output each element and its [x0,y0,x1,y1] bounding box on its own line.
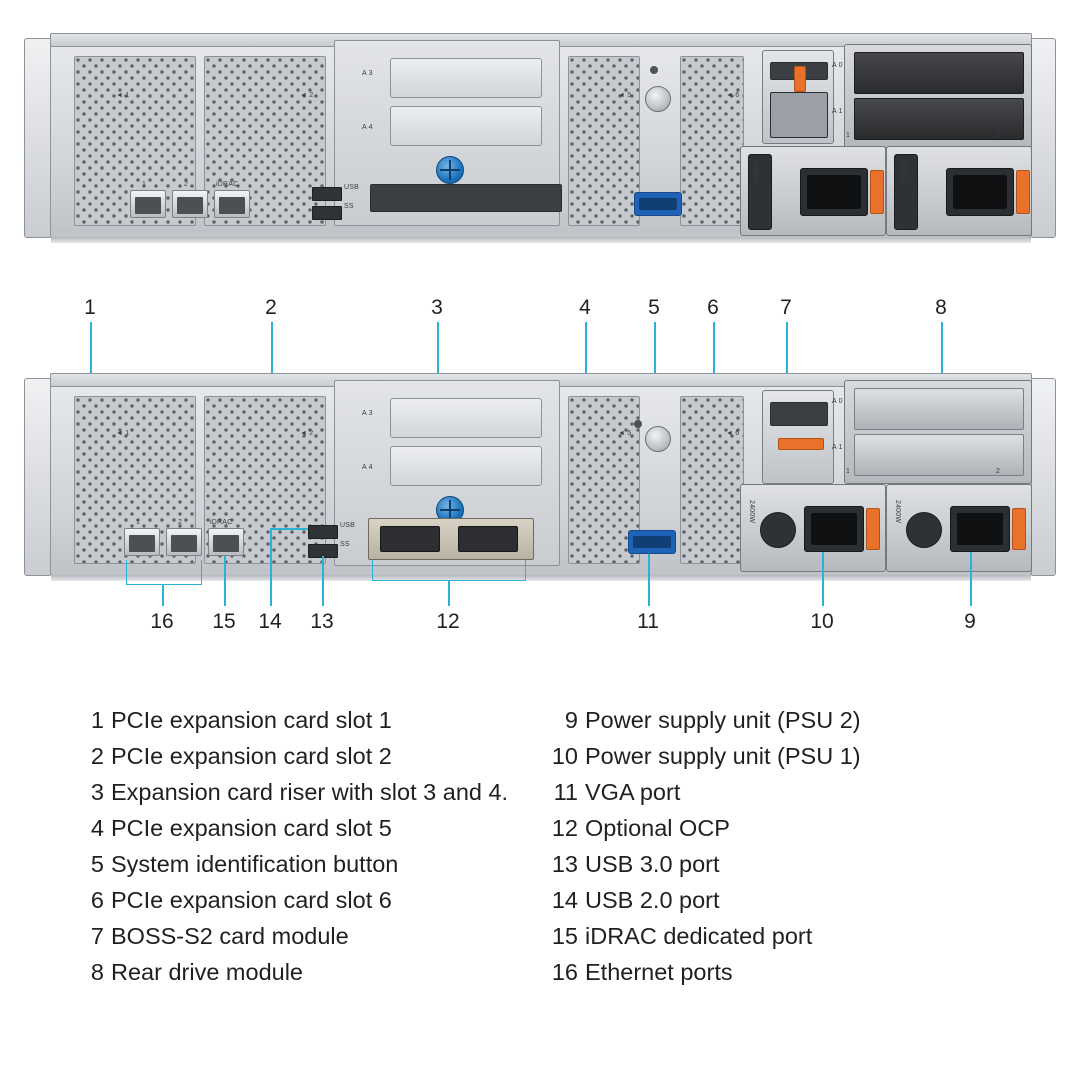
psu-2-latch-bottom [1012,508,1026,550]
psu-1-latch-top [870,170,884,214]
vga-port-bottom [628,530,676,554]
boss-vent-top [770,92,828,138]
ethernet-port-1-label-bottom: 1 [136,519,141,526]
callout-number-8: 8 [935,296,947,319]
usb-2-port-bottom [308,525,338,539]
riser-slot-4-plate-top [390,106,542,146]
riser-slot-a3-label-top: A 3 [362,70,373,77]
usb-2-port-top [312,187,342,201]
ethernet-port-2-bottom [166,528,202,556]
rear-drive-bay-a1-label-top: A 1 [832,108,843,115]
legend-item-label: Ethernet ports [585,959,733,985]
callout-number-7: 7 [780,296,792,319]
idrac-port-label-bottom: iDRAC [210,519,233,526]
psu-2-handle-bottom [906,512,942,548]
pcie-slot-2-marker-top: ◄ 2 [300,92,314,99]
legend-item [548,954,1018,990]
rear-drive-bay-a0-label-bottom: A 0 [832,398,843,405]
ethernet-port-1-label-top: 1 [142,181,147,188]
riser-slot-a3-label-bottom: A 3 [362,410,373,417]
psu-1-power-connector-bottom [804,506,864,552]
legend-item-number: 9 [564,707,578,733]
ethernet-port-2-label-bottom: 2 [178,519,183,526]
leader-line-9 [970,552,972,606]
legend [78,702,1018,990]
callout-number-16: 16 [150,610,174,633]
pcie-slot-1-marker-bottom: ◄ 1 [116,430,130,437]
idrac-port-bottom [208,528,244,556]
legend-item-number: 2 [90,743,104,769]
legend-item-label: Power supply unit (PSU 2) [585,707,861,733]
riser-thumbscrew-top [436,156,464,184]
legend-item [78,954,548,990]
pcie-slot-5-marker-top: ◄ 5 [618,92,632,99]
legend-item [78,882,548,918]
legend-item-label: Optional OCP [585,815,730,841]
legend-item-number: 14 [551,887,578,913]
psu-2-power-connector-bottom [950,506,1010,552]
legend-item-number: 4 [90,815,104,841]
bay-marker-2-bottom: 2 [996,468,1001,475]
legend-item-number: 15 [551,923,578,949]
legend-item-number: 16 [551,959,578,985]
riser-slot-3-plate-top [390,58,542,98]
legend-item [548,810,1018,846]
leader-line-16 [162,584,164,606]
legend-item [548,774,1018,810]
legend-item [78,738,548,774]
ocp-bay-top [370,184,562,212]
rack-ear-left-top [24,38,52,238]
ocp-bracket [372,560,526,581]
bay-marker-1-top: 1 [846,132,851,139]
rack-ear-left-bottom [24,378,52,576]
legend-column-right [548,702,1018,990]
legend-item-number: 12 [551,815,578,841]
legend-item-label: Expansion card riser with slot 3 and 4. [111,779,509,805]
status-led-top [650,66,658,74]
legend-item-number: 7 [90,923,104,949]
pcie-slot-6-marker-top: ◄ 6 [726,92,740,99]
legend-item-label: System identification button [111,851,399,877]
pcie-slot-2-marker-bottom: ◄ 2 [300,430,314,437]
leader-line-15 [224,556,226,606]
riser-slot-a4-label-top: A 4 [362,124,373,131]
pcie-slot-6-vent-top [680,56,744,226]
usb-2-label-top: USB [344,184,359,191]
rear-drive-bay-a1-label-bottom: A 1 [832,444,843,451]
callout-number-3: 3 [431,296,443,319]
psu-2-wattage-label-top: 2400W [898,160,905,184]
leader-line-10 [822,552,824,606]
usb-3-label-top: SS [344,203,354,210]
legend-item-number: 10 [551,743,578,769]
psu-1-handle-bottom [760,512,796,548]
legend-item-label: PCIe expansion card slot 5 [111,815,392,841]
callout-number-15: 15 [212,610,236,633]
ocp-port-2-bottom [458,526,518,552]
callout-number-2: 2 [265,296,277,319]
legend-item [78,918,548,954]
callout-number-10: 10 [810,610,834,633]
legend-item [548,918,1018,954]
riser-slot-3-plate-bottom [390,398,542,438]
legend-item-number: 6 [90,887,104,913]
bay-marker-1-bottom: 1 [846,468,851,475]
legend-item-number: 1 [90,707,104,733]
ocp-port-1-bottom [380,526,440,552]
legend-item-label: PCIe expansion card slot 6 [111,887,392,913]
pcie-slot-1-marker-top: ◄ 1 [116,92,130,99]
riser-slot-a4-label-bottom: A 4 [362,464,373,471]
legend-item-number: 8 [90,959,104,985]
legend-item-label: BOSS-S2 card module [111,923,349,949]
legend-item [78,702,548,738]
legend-item-number: 11 [553,779,578,805]
callout-number-4: 4 [579,296,591,319]
psu-1-latch-bottom [866,508,880,550]
pcie-slot-5-marker-bottom: ◄ 5 [618,430,632,437]
usb-3-label-bottom: SS [340,541,350,548]
legend-item-label: VGA port [585,779,681,805]
idrac-port-label-top: iDRAC [216,181,239,188]
riser-slot-4-plate-bottom [390,446,542,486]
legend-item [548,882,1018,918]
legend-column-left [78,702,548,990]
legend-item [548,846,1018,882]
psu-2-power-connector-top [946,168,1014,216]
callout-number-9: 9 [964,610,976,633]
rear-drive-bay-a0-label-top: A 0 [832,62,843,69]
pcie-slot-6-vent-bottom [680,396,744,564]
legend-item-label: PCIe expansion card slot 2 [111,743,392,769]
callout-number-12: 12 [436,610,460,633]
legend-item [548,738,1018,774]
psu-1-wattage-label-top: 2400W [752,160,759,184]
boss-release-latch-top [794,66,806,92]
rack-ear-right-bottom [1030,378,1056,576]
callout-number-1: 1 [84,296,96,319]
psu-2-latch-top [1016,170,1030,214]
legend-item [548,702,1018,738]
leader-line-13 [322,556,324,606]
idrac-port-top [214,190,250,218]
system-identification-button-top [645,86,671,112]
ethernet-port-2-label-top: 2 [184,181,189,188]
ethernet-port-2-top [172,190,208,218]
callout-number-6: 6 [707,296,719,319]
callout-number-5: 5 [648,296,660,319]
leader-line-11 [648,554,650,606]
legend-item [78,810,548,846]
vga-port-top [634,192,682,216]
legend-item-label: USB 2.0 port [585,887,720,913]
usb-3-port-top [312,206,342,220]
legend-item [78,846,548,882]
legend-item [78,774,548,810]
leader-line-14 [270,528,272,606]
psu-1-power-connector-top [800,168,868,216]
bay-marker-2-top: 2 [996,132,1001,139]
usb-2-label-bottom: USB [340,522,355,529]
ethernet-port-1-bottom [124,528,160,556]
leader-line-12 [448,580,450,606]
status-led-bottom [634,420,642,428]
callout-number-14: 14 [258,610,282,633]
callout-number-11: 11 [637,610,659,633]
rack-ear-right-top [1030,38,1056,238]
legend-item-number: 5 [90,851,104,877]
legend-item-label: USB 3.0 port [585,851,720,877]
leader-line-14-h [270,528,308,530]
callout-number-13: 13 [310,610,334,633]
rear-drive-0-bottom [854,388,1024,430]
legend-item-number: 3 [90,779,104,805]
rear-drive-0-top [854,52,1024,94]
legend-item-label: iDRAC dedicated port [585,923,813,949]
legend-item-number: 13 [551,851,578,877]
pcie-slot-5-vent-top [568,56,640,226]
ethernet-ports-bracket [126,560,202,585]
legend-item-label: Rear drive module [111,959,304,985]
ethernet-port-1-top [130,190,166,218]
legend-item-label: Power supply unit (PSU 1) [585,743,861,769]
system-identification-button-bottom [645,426,671,452]
psu-1-wattage-label-bottom: 2400W [748,500,755,524]
boss-drive-slot-bottom [770,402,828,426]
boss-release-latch-bottom [778,438,824,450]
legend-item-label: PCIe expansion card slot 1 [111,707,392,733]
pcie-slot-6-marker-bottom: ◄ 6 [726,430,740,437]
psu-2-wattage-label-bottom: 2400W [894,500,901,524]
